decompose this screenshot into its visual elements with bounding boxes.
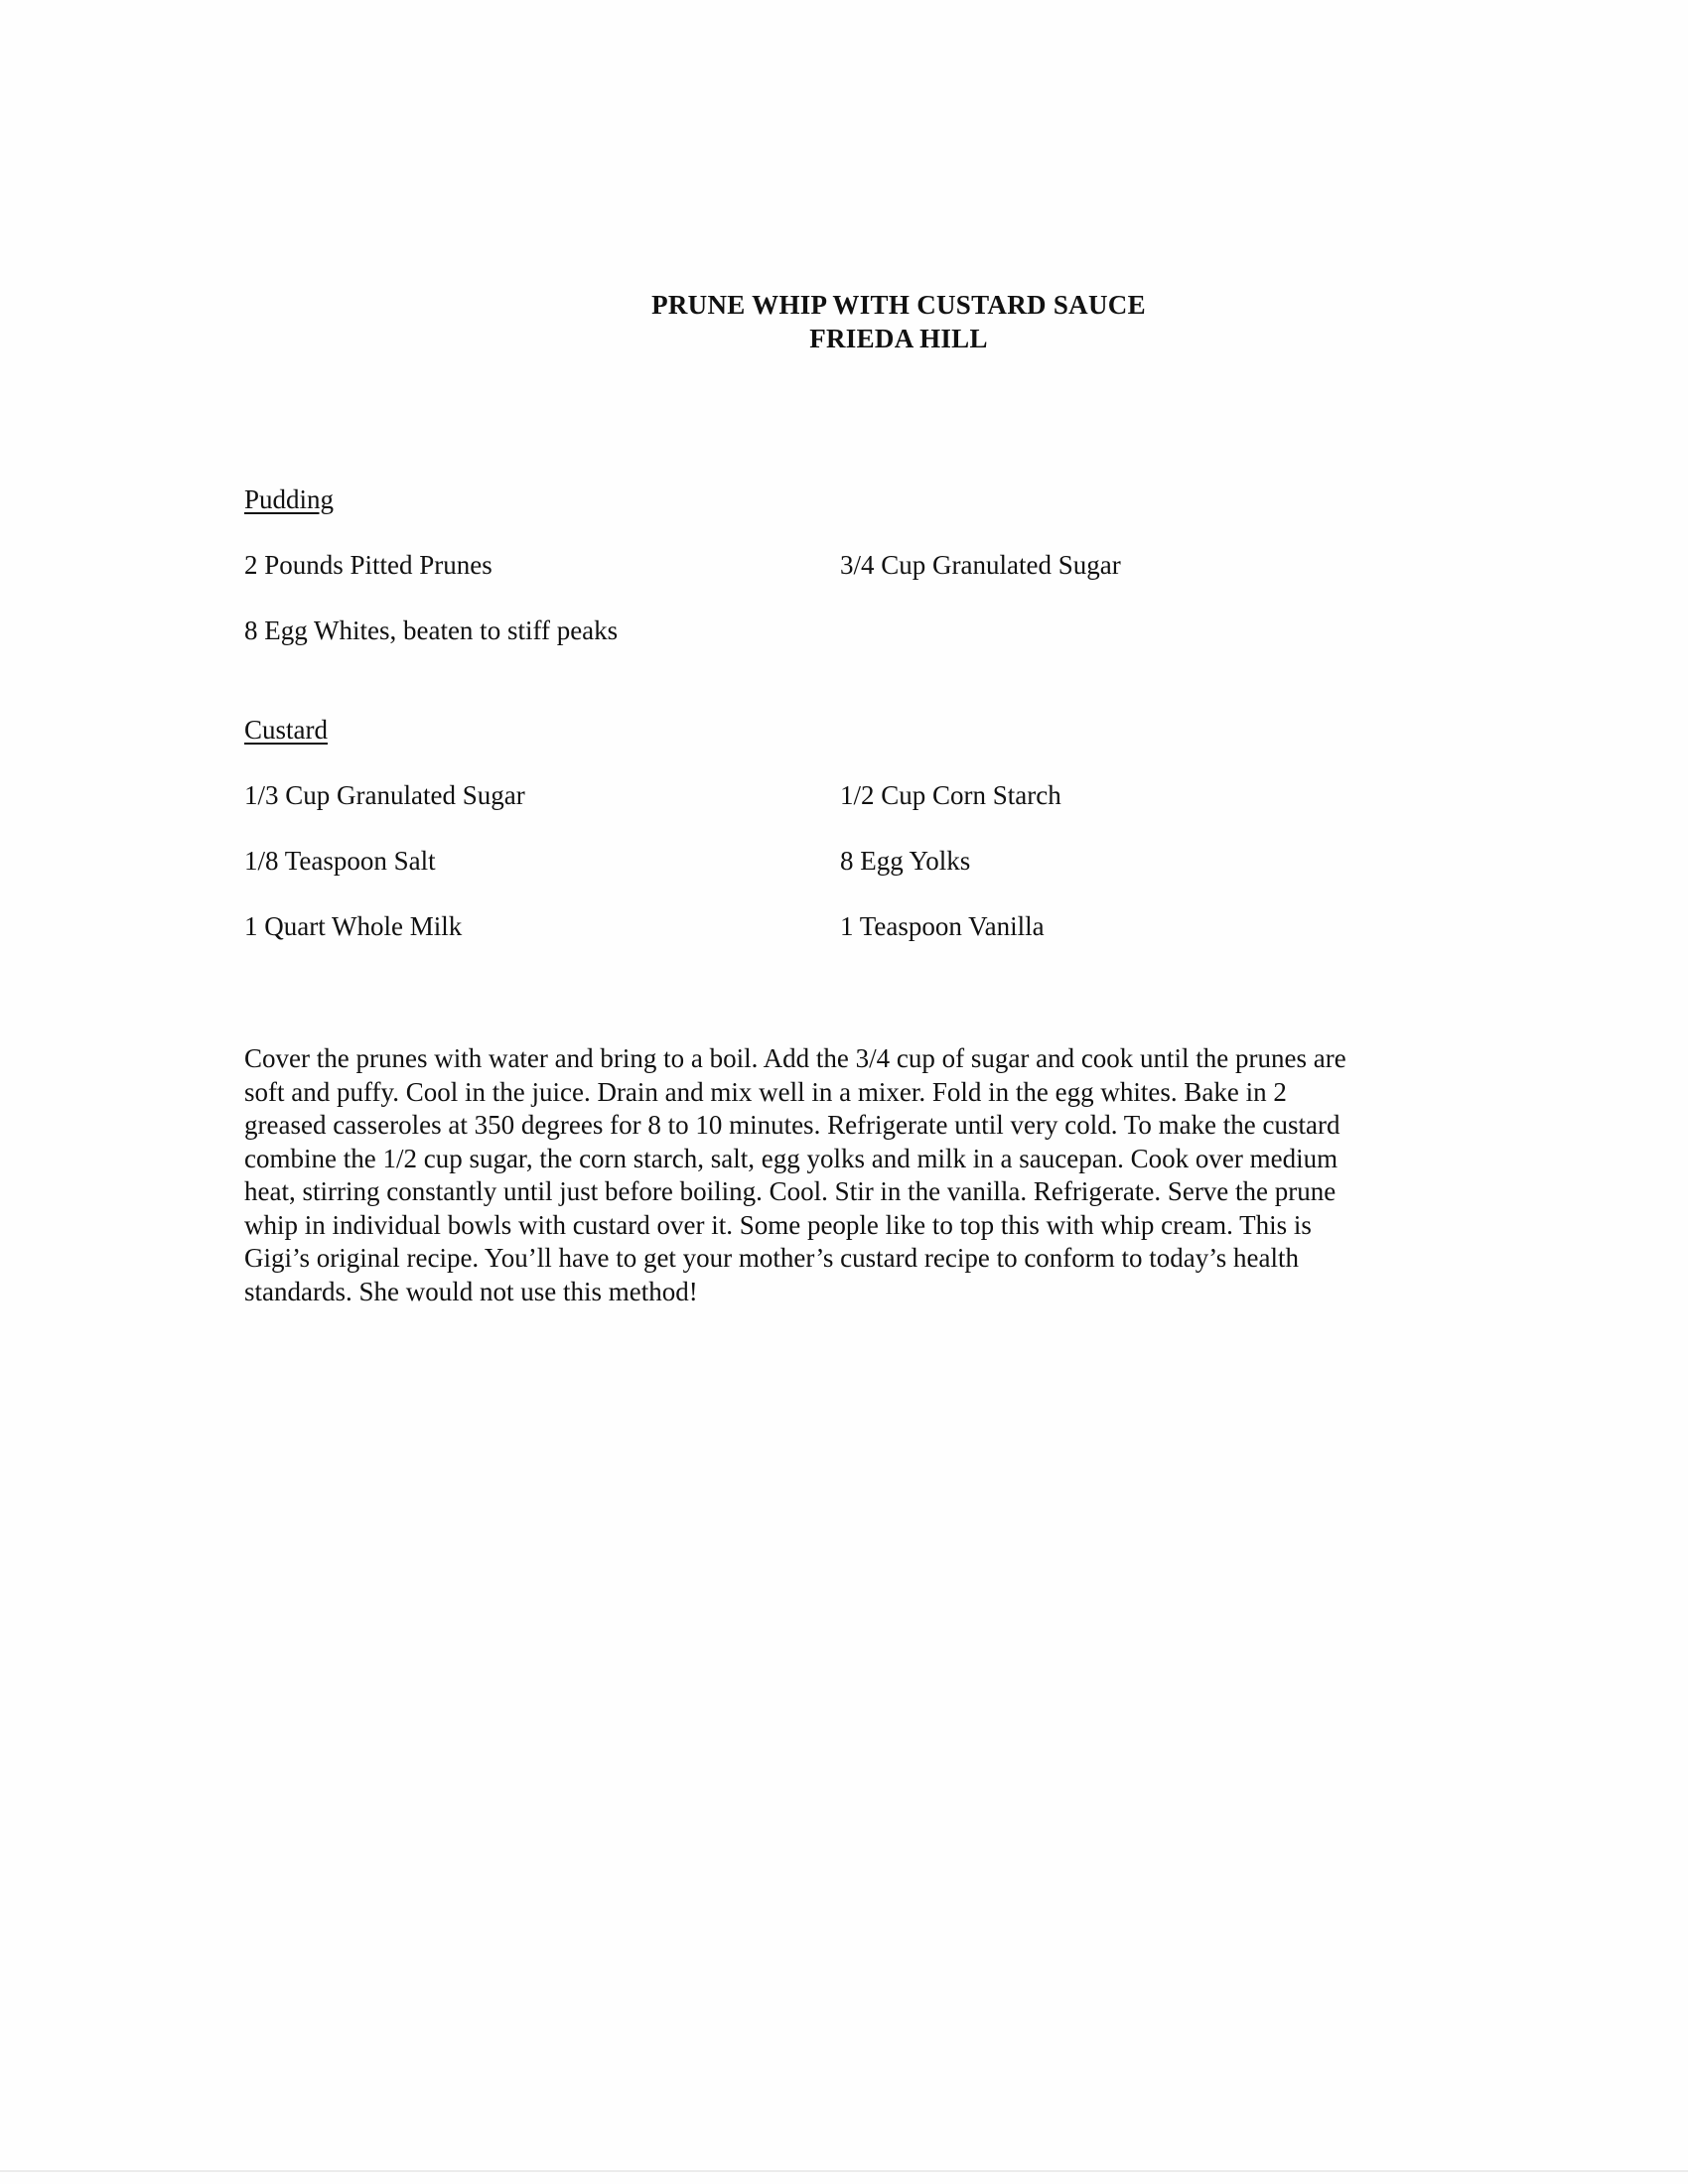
custard-heading: Custard <box>244 715 328 745</box>
recipe-title <box>0 288 1688 355</box>
instructions-line: whip in individual bowls with custard over it. Some people like to top this with whip cream. This is <box>244 1209 1312 1240</box>
instructions-line: standards. She would not use this method! <box>244 1276 698 1306</box>
custard-ingredient: 1 Quart Whole Milk <box>244 911 463 941</box>
instructions-line: Gigi’s original recipe. You’ll have to get your mother’s custard recipe to conform to today’s health <box>244 1243 1300 1273</box>
instructions-line: Cover the prunes with water and bring to a boil. Add the 3/4 cup of sugar and cook until the prunes are <box>244 1043 1346 1073</box>
pudding-ingredient: 2 Pounds Pitted Prunes <box>244 550 492 580</box>
instructions-line: soft and puffy. Cool in the juice. Drain and mix well in a mixer. Fold in the egg whites. Bake in 2 <box>244 1076 1287 1107</box>
instructions-line: greased casseroles at 350 degrees for 8 to 10 minutes. Refrigerate until very cold. To make the custard <box>244 1110 1340 1140</box>
custard-ingredient: 8 Egg Yolks <box>840 846 971 876</box>
pudding-heading: Pudding <box>244 484 335 514</box>
instructions-line: combine the 1/2 cup sugar, the corn starch, salt, egg yolks and milk in a saucepan. Cook over medium <box>244 1143 1338 1173</box>
custard-ingredient: 1/8 Teaspoon Salt <box>244 846 436 876</box>
custard-ingredient: 1/2 Cup Corn Starch <box>840 780 1061 810</box>
pudding-ingredient: 3/4 Cup Granulated Sugar <box>840 550 1121 580</box>
pudding-ingredient: 8 Egg Whites, beaten to stiff peaks <box>244 615 619 645</box>
instructions-line: heat, stirring constantly until just before boiling. Cool. Stir in the vanilla. Refrigerate. Serve the prune <box>244 1176 1336 1206</box>
recipe-author: FRIEDA HILL <box>809 324 988 353</box>
scan-edge-divider <box>0 2170 1688 2172</box>
custard-ingredient: 1 Teaspoon Vanilla <box>840 911 1045 941</box>
recipe-title-name: PRUNE WHIP WITH CUSTARD SAUCE <box>651 290 1146 320</box>
instructions-paragraph <box>244 1042 1436 1308</box>
custard-ingredient: 1/3 Cup Granulated Sugar <box>244 780 525 810</box>
